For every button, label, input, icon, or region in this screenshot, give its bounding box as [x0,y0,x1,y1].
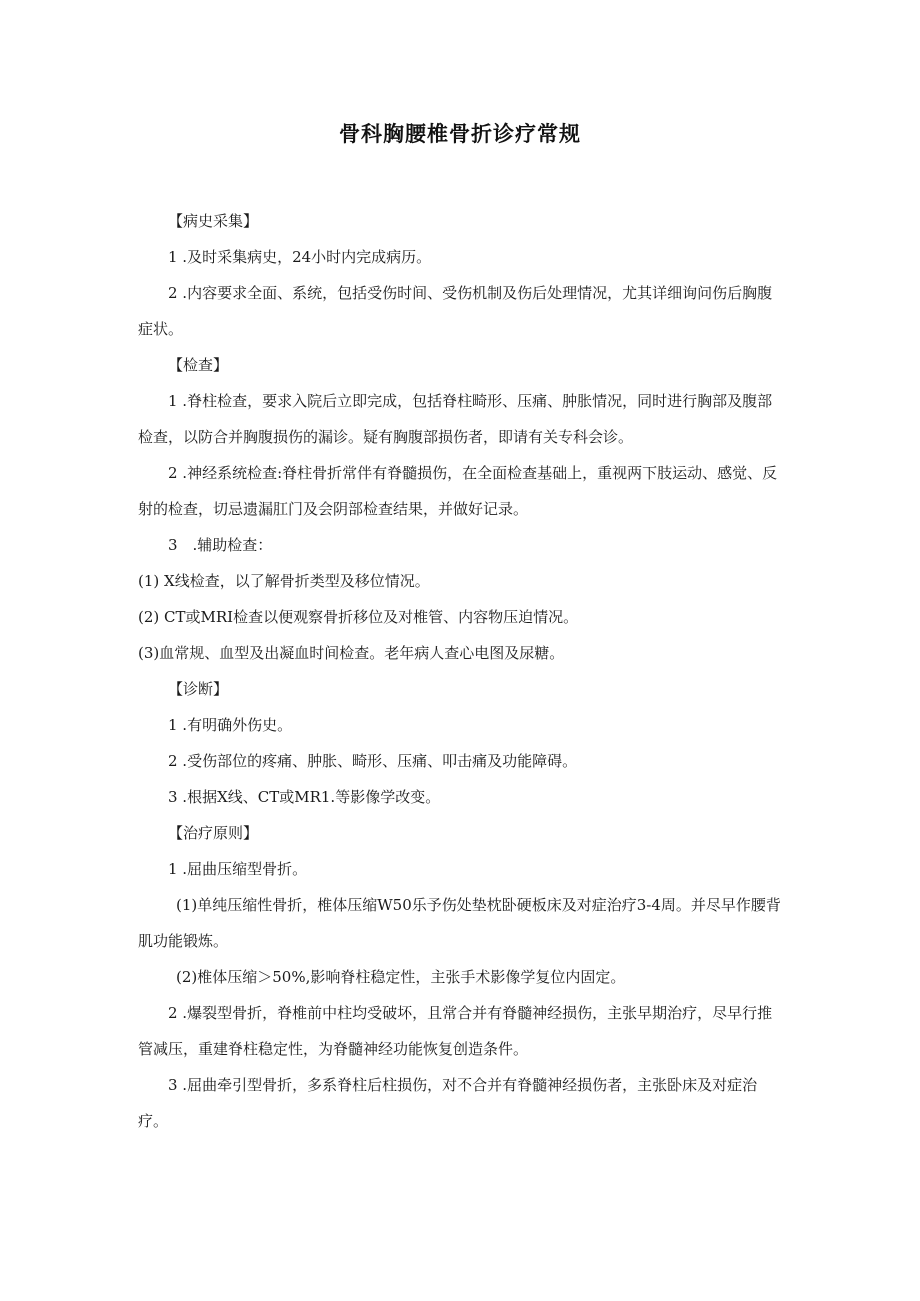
section-heading: 【检查】 [168,356,229,374]
paragraph: 2 .内容要求全面、系统，包括受伤时间、受伤机制及伤后处理情况，尤其详细询问伤后胸腹症状。 [138,284,773,338]
paragraph: 2 .神经系统检查:脊柱骨折常伴有脊髓损伤，在全面检查基础上，重视两下肢运动、感觉、反射的检查，切忌遗漏肛门及会阴部检查结果，并做好记录。 [138,464,778,518]
paragraph: 1 .屈曲压缩型骨折。 [168,860,308,878]
section-heading: 【病史采集】 [168,212,259,230]
paragraph: (3)血常规、血型及出凝血时间检查。老年病人查心电图及尿糖。 [138,644,565,662]
section-heading: 【治疗原则】 [168,824,259,842]
paragraph: (2)椎体压缩＞50%,影响脊柱稳定性，主张手术影像学复位内固定。 [176,968,626,986]
paragraph: 1 .有明确外伤史。 [168,716,293,734]
paragraph: 2 .爆裂型骨折，脊椎前中柱均受破坏，且常合并有脊髓神经损伤，主张早期治疗，尽早行推管减压，重建脊柱稳定性，为脊髓神经功能恢复创造条件。 [138,1004,773,1058]
paragraph: (2) CT或MRI检查以便观察骨折移位及对椎管、内容物压迫情况。 [138,608,579,626]
section-heading: 【诊断】 [168,680,229,698]
document-title: 骨科胸腰椎骨折诊疗常规 [339,122,581,146]
paragraph: 3 .辅助检查： [168,536,273,554]
paragraph: 3 .根据X线、CT或MR1.等影像学改变。 [168,788,441,806]
paragraph: 3 .屈曲牵引型骨折，多系脊柱后柱损伤，对不合并有脊髓神经损伤者，主张卧床及对症治疗。 [138,1076,758,1130]
document-body [138,203,786,1139]
paragraph: (1) X线检查，以了解骨折类型及移位情况。 [138,572,430,590]
paragraph: 1 .脊柱检查，要求入院后立即完成，包括脊柱畸形、压痛、肿胀情况，同时进行胸部及腹部检查，以防合并胸腹损伤的漏诊。疑有胸腹部损伤者，即请有关专科会诊。 [138,392,773,446]
paragraph: 2 .受伤部位的疼痛、肿胀、畸形、压痛、叩击痛及功能障碍。 [168,752,578,770]
paragraph: 1 .及时采集病史，24小时内完成病历。 [168,248,432,266]
paragraph: (1)单纯压缩性骨折，椎体压缩W50乐予伤处垫枕卧硬板床及对症治疗3-4周。并尽早作腰背肌功能锻炼。 [138,896,781,950]
